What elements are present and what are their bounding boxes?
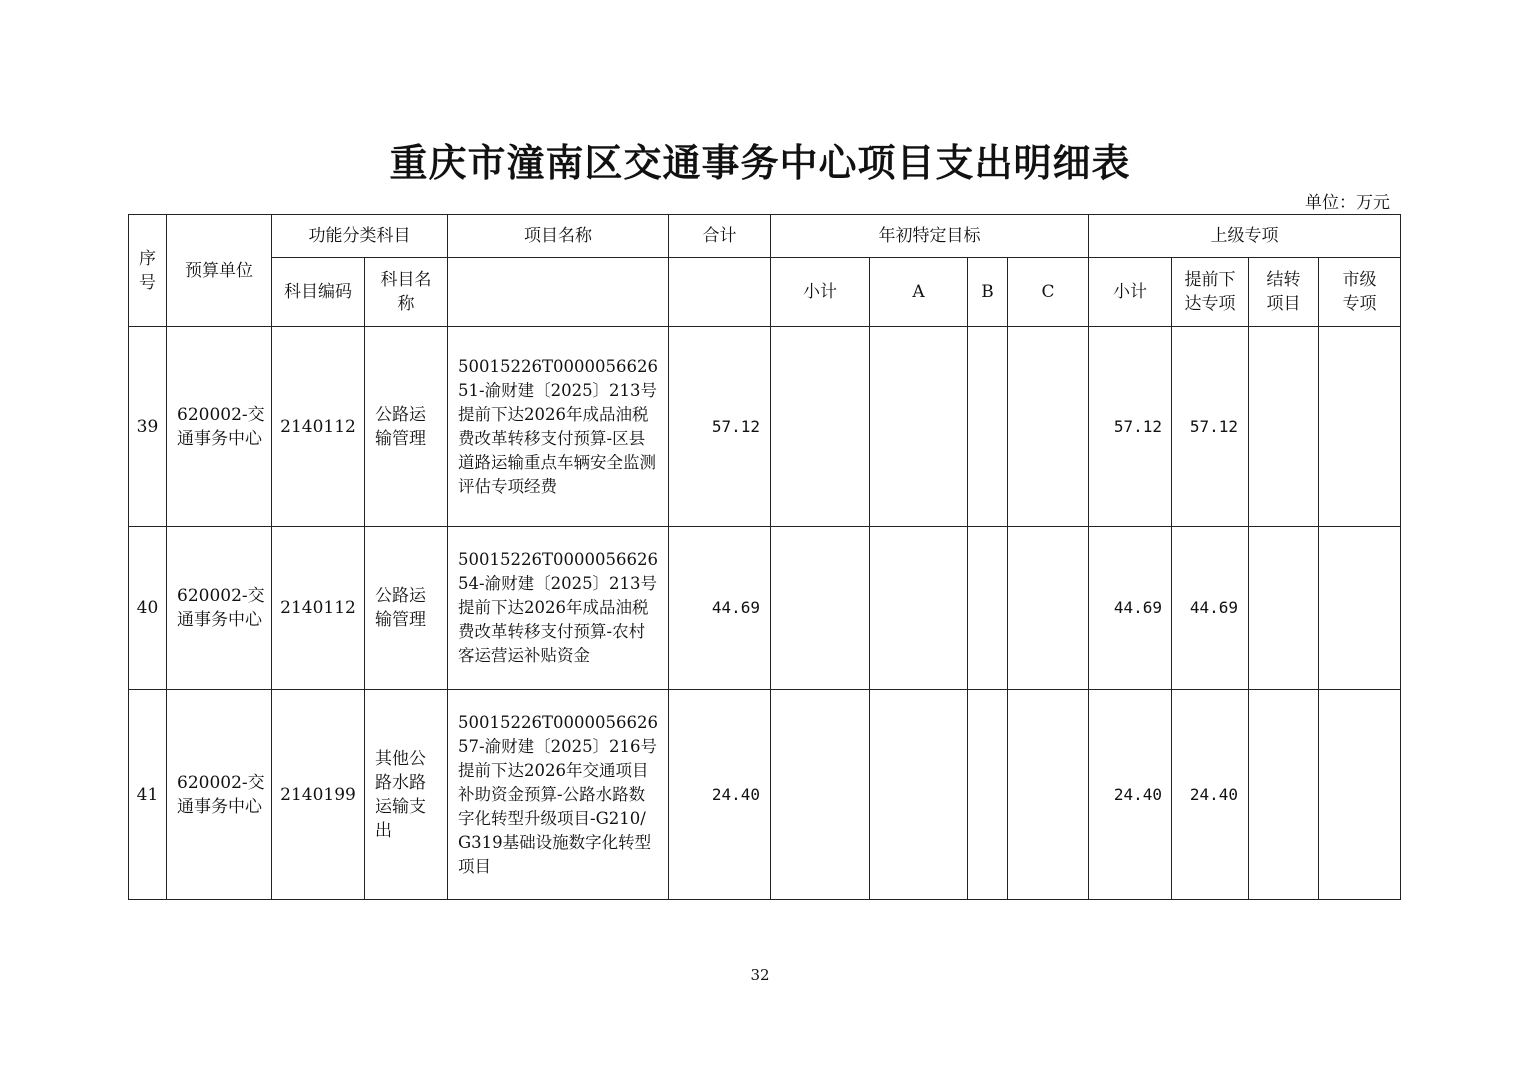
expenditure-detail-table [128, 214, 1401, 900]
row-seq: 41 [129, 690, 167, 900]
header-target-subtotal: 小计 [771, 258, 870, 327]
row-total: 24.40 [669, 690, 771, 900]
row-target-a [870, 527, 968, 690]
row-city-special [1319, 527, 1401, 690]
header-budget-unit: 预算单位 [167, 215, 272, 327]
row-subject-name: 公路运输管理 [365, 327, 448, 527]
header-subject-name: 科目名称 [365, 258, 448, 327]
header-carryover: 结转项目 [1249, 258, 1319, 327]
row-project-name: 50015226T000005662651-渝财建〔2025〕213号提前下达2026年成品油税费改革转移支付预算-区县道路运输重点车辆安全监测评估专项经费 [448, 327, 669, 527]
row-total: 44.69 [669, 527, 771, 690]
table-row [129, 327, 1401, 527]
row-subject-name: 公路运输管理 [365, 527, 448, 690]
row-target-c [1008, 327, 1089, 527]
header-city-special: 市级专项 [1319, 258, 1401, 327]
header-special-subtotal: 小计 [1089, 258, 1172, 327]
row-target-a [870, 690, 968, 900]
row-budget-unit: 620002-交通事务中心 [167, 327, 272, 527]
row-project-name: 50015226T000005662657-渝财建〔2025〕216号提前下达2026年交通项目补助资金预算-公路水路数字化转型升级项目-G210/G319基础设施数字化转型项目 [448, 690, 669, 900]
row-city-special [1319, 327, 1401, 527]
header-subject-code: 科目编码 [272, 258, 365, 327]
row-subject-code: 2140112 [272, 327, 365, 527]
row-target-a [870, 327, 968, 527]
header-function-class: 功能分类科目 [272, 215, 448, 258]
row-target-subtotal [771, 527, 870, 690]
page-number: 32 [750, 966, 770, 984]
header-project-name: 项目名称 [448, 215, 669, 258]
header-row-1 [129, 215, 1401, 258]
row-city-special [1319, 690, 1401, 900]
unit-label: 单位：万元 [1305, 193, 1390, 213]
header-superior-special: 上级专项 [1089, 215, 1401, 258]
row-carryover [1249, 690, 1319, 900]
row-special-subtotal: 44.69 [1089, 527, 1172, 690]
header-total: 合计 [669, 215, 771, 258]
row-seq: 40 [129, 527, 167, 690]
row-subject-code: 2140112 [272, 527, 365, 690]
row-target-subtotal [771, 327, 870, 527]
header-total-cont [669, 258, 771, 327]
row-target-b [968, 527, 1008, 690]
table-row [129, 527, 1401, 690]
row-budget-unit: 620002-交通事务中心 [167, 527, 272, 690]
row-subject-code: 2140199 [272, 690, 365, 900]
row-advance-special: 44.69 [1172, 527, 1249, 690]
row-target-c [1008, 527, 1089, 690]
header-target-b: B [968, 258, 1008, 327]
header-seq: 序号 [129, 215, 167, 327]
row-target-b [968, 690, 1008, 900]
row-target-b [968, 327, 1008, 527]
row-budget-unit: 620002-交通事务中心 [167, 690, 272, 900]
header-row-2 [129, 258, 1401, 327]
row-advance-special: 24.40 [1172, 690, 1249, 900]
row-carryover [1249, 527, 1319, 690]
row-subject-name: 其他公路水路运输支出 [365, 690, 448, 900]
header-advance-special: 提前下达专项 [1172, 258, 1249, 327]
row-carryover [1249, 327, 1319, 527]
row-special-subtotal: 57.12 [1089, 327, 1172, 527]
row-seq: 39 [129, 327, 167, 527]
header-annual-target: 年初特定目标 [771, 215, 1089, 258]
row-special-subtotal: 24.40 [1089, 690, 1172, 900]
row-project-name: 50015226T000005662654-渝财建〔2025〕213号提前下达2026年成品油税费改革转移支付预算-农村客运营运补贴资金 [448, 527, 669, 690]
page-title: 重庆市潼南区交通事务中心项目支出明细表 [389, 140, 1131, 185]
header-project-name-cont [448, 258, 669, 327]
table-row [129, 690, 1401, 900]
header-target-a: A [870, 258, 968, 327]
row-advance-special: 57.12 [1172, 327, 1249, 527]
row-target-subtotal [771, 690, 870, 900]
row-total: 57.12 [669, 327, 771, 527]
row-target-c [1008, 690, 1089, 900]
header-target-c: C [1008, 258, 1089, 327]
